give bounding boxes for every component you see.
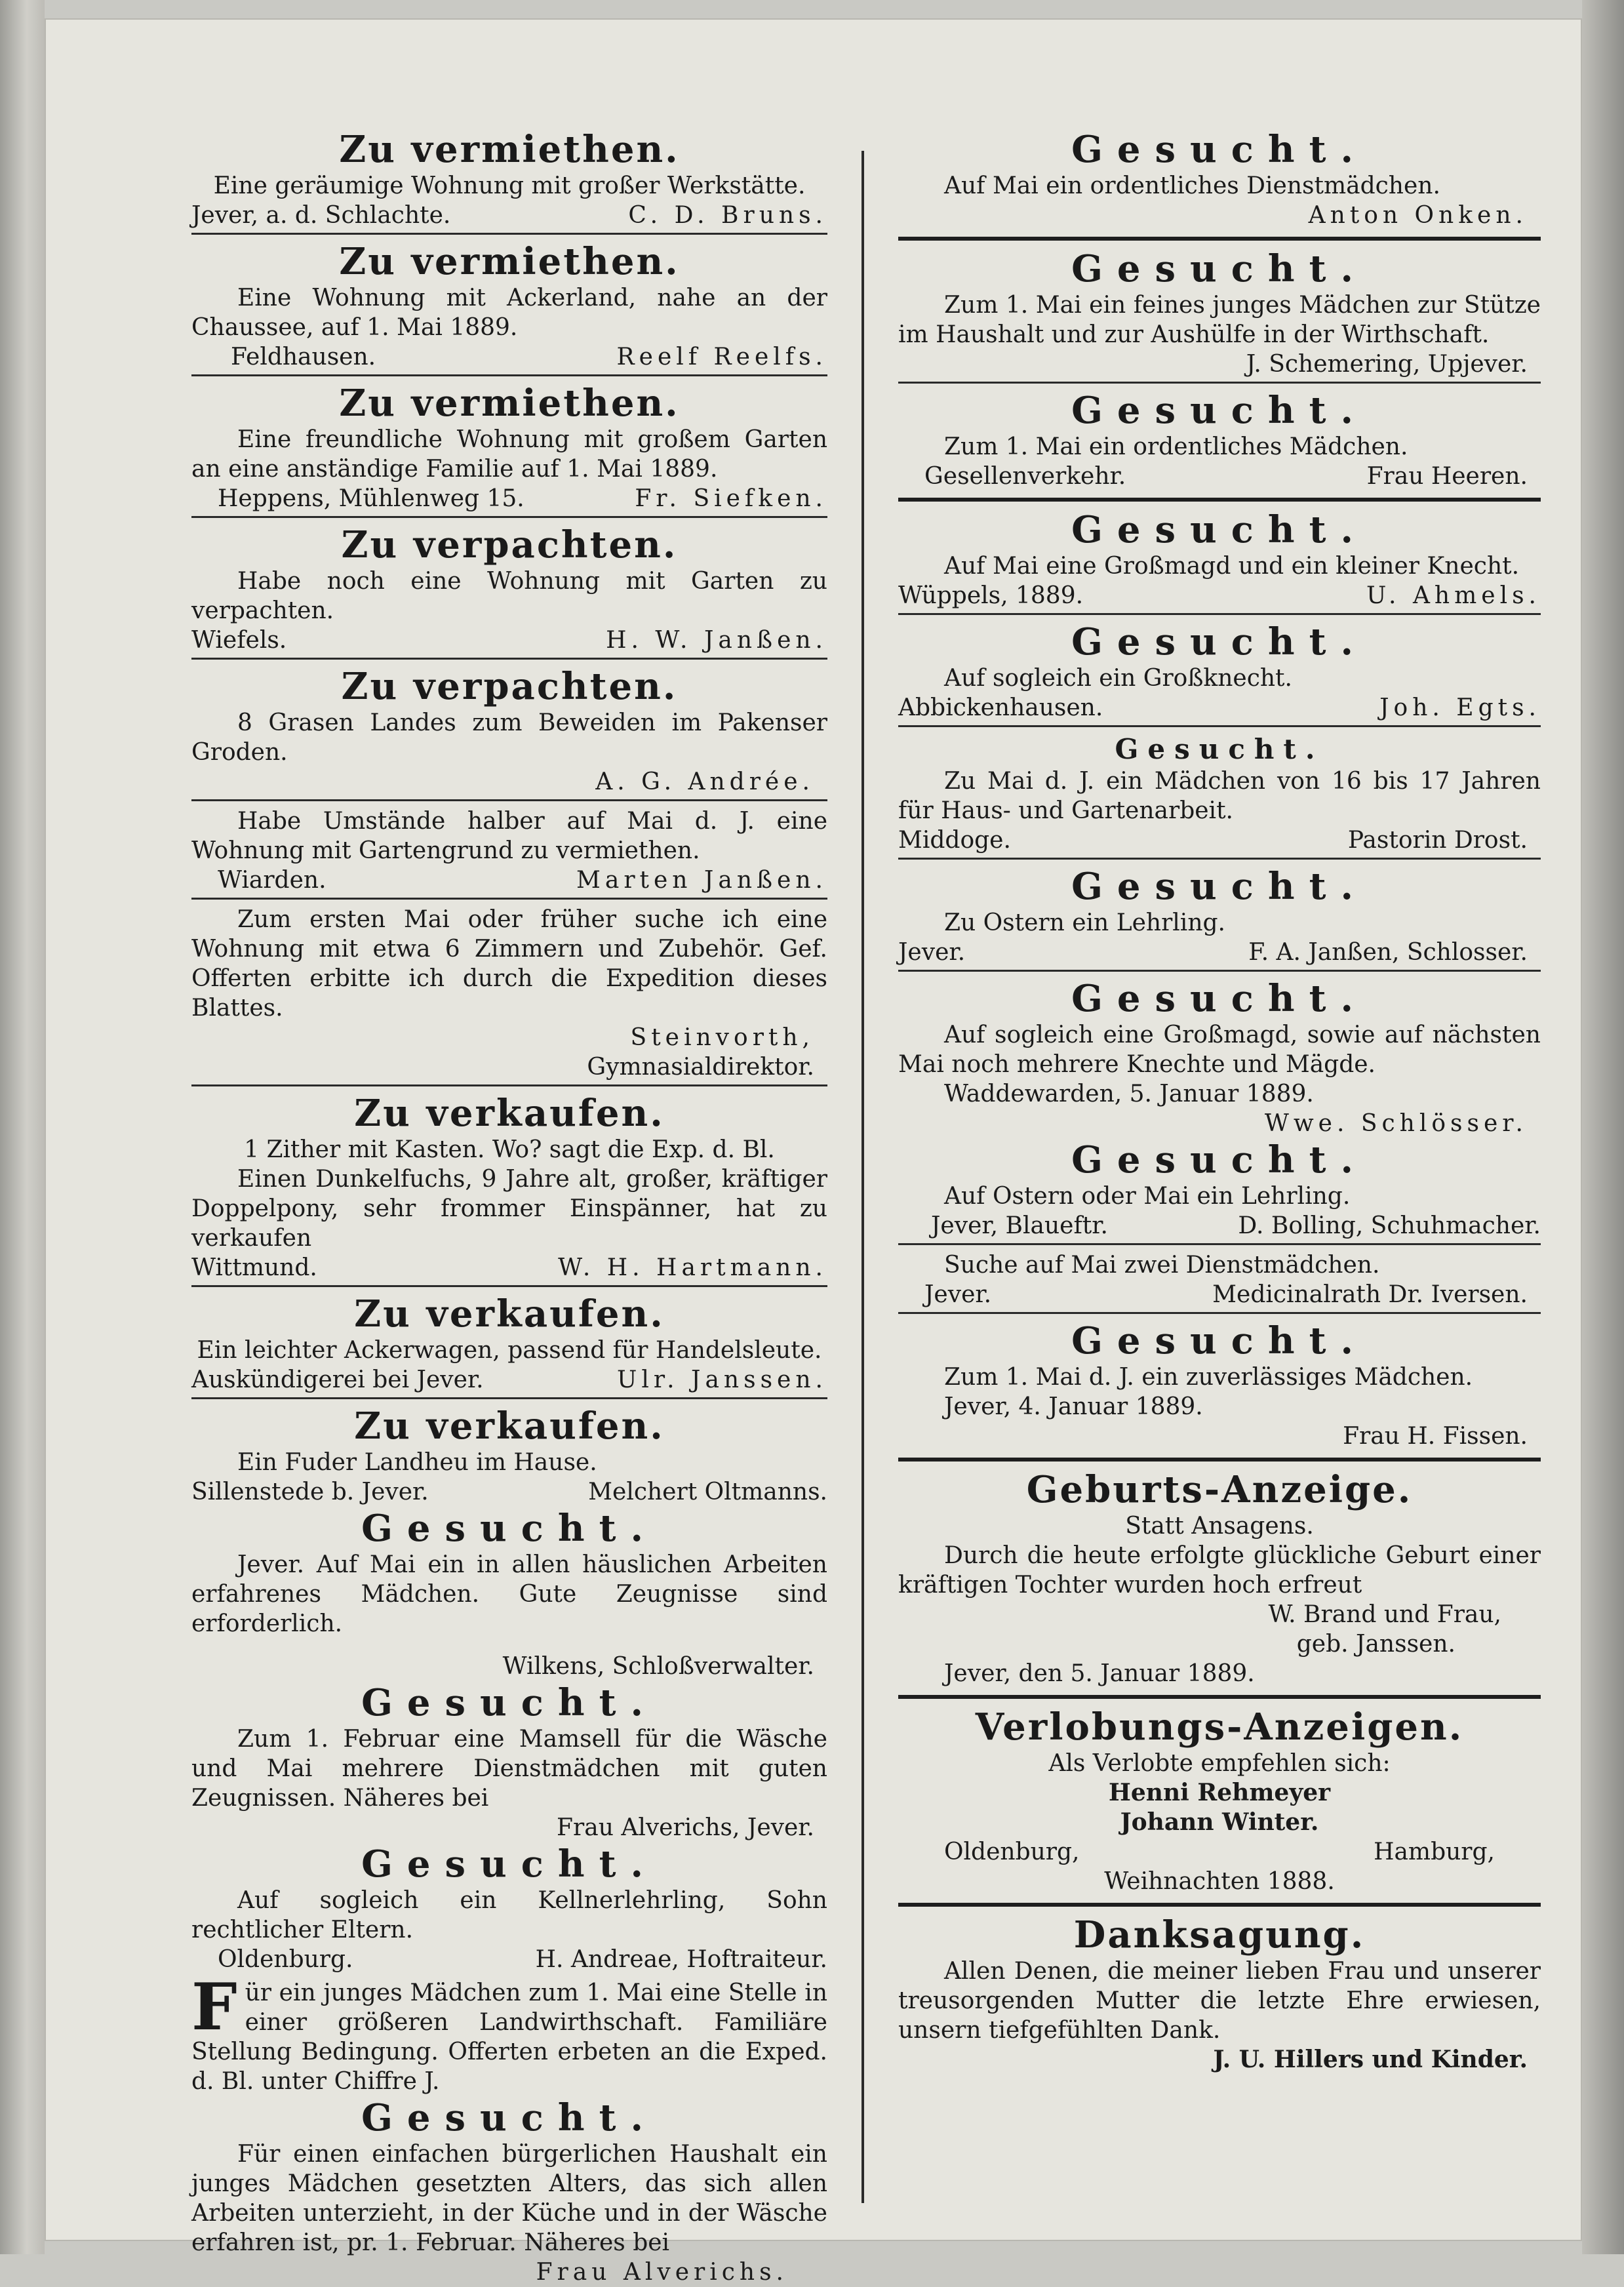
ad-place: Oldenburg, bbox=[944, 1839, 1080, 1865]
ad-place: Jever. bbox=[924, 1281, 992, 1308]
ad-place: Wüppels, 1889. bbox=[898, 582, 1084, 609]
ad-zu-verkaufen-2 bbox=[191, 1292, 827, 1399]
ad-zu-vermiethen-1 bbox=[191, 128, 827, 235]
ad-place: Feldhausen. bbox=[231, 344, 376, 370]
ad-signer: Marten Janßen. bbox=[576, 867, 827, 894]
ad-signature-row bbox=[898, 1280, 1541, 1309]
ad-place: Middoge. bbox=[898, 827, 1011, 854]
ad-text: Habe Umstände halber auf Mai d. J. eine Wohnung mit Gartengrund zu vermiethen. bbox=[191, 808, 827, 864]
ad-heading: Gesucht. bbox=[1071, 1138, 1368, 1182]
ad-text: Habe noch eine Wohnung mit Garten zu verpachten. bbox=[191, 568, 827, 624]
ad-zu-vermiethen-3 bbox=[191, 382, 827, 518]
ad-signer: Fr. Siefken. bbox=[635, 485, 827, 512]
ad-text: Durch die heute erfolgte glückliche Geburt einer kräftigen Tochter wurden hoch erfreut bbox=[898, 1542, 1541, 1599]
ad-zu-vermiethen-2 bbox=[191, 240, 827, 376]
ad-signer: Medicinalrath Dr. Iversen. bbox=[1212, 1281, 1528, 1308]
ad-text: Eine freundliche Wohnung mit großem Garten an eine anständige Familie auf 1. Mai 1889. bbox=[191, 426, 827, 483]
ad-text: Zum 1. Mai ein ordentliches Mädchen. bbox=[944, 433, 1408, 460]
ad-heading: Zu verkaufen. bbox=[354, 1292, 665, 1336]
ad-place: Gesellenverkehr. bbox=[924, 463, 1126, 490]
ad-signer: D. Bolling, Schuhmacher. bbox=[1238, 1212, 1541, 1239]
ad-signer: W. Brand und Frau, bbox=[1268, 1601, 1501, 1628]
ad-signature-row bbox=[191, 342, 827, 372]
ad-zu-verkaufen-1 bbox=[191, 1092, 827, 1287]
ad-heading: Gesucht. bbox=[1071, 977, 1368, 1020]
ad-gesucht-onken bbox=[898, 128, 1541, 241]
ad-text: Zu Mai d. J. ein Mädchen von 16 bis 17 Jahren für Haus- und Gartenarbeit. bbox=[898, 768, 1541, 824]
ad-wohnung-gesucht bbox=[191, 905, 827, 1086]
ad-text: Eine geräumige Wohnung mit großer Werkstätte. bbox=[213, 172, 806, 199]
ad-text: Eine Wohnung mit Ackerland, nahe an der Chaussee, auf 1. Mai 1889. bbox=[191, 285, 827, 341]
ad-heading: Gesucht. bbox=[361, 1681, 658, 1724]
ad-subheading: Statt Ansagens. bbox=[1125, 1513, 1314, 1540]
ad-signer: Anton Onken. bbox=[1308, 202, 1528, 229]
ad-signature-row bbox=[191, 201, 827, 230]
ad-text: 8 Grasen Landes zum Beweiden im Pakenser Groden. bbox=[191, 709, 827, 766]
ad-text: Zum ersten Mai oder früher suche ich eine Wohnung mit etwa 6 Zimmern und Zubehör. Gef. Offerten erbitte ich durch die Expedition dieses Blattes. bbox=[191, 906, 827, 1022]
divider bbox=[191, 374, 827, 376]
page-edge bbox=[1582, 0, 1624, 2254]
ad-heading: Zu verpachten. bbox=[341, 523, 678, 567]
ad-text: Auf Ostern oder Mai ein Lehrling. bbox=[944, 1183, 1351, 1210]
ad-date: Jever, den 5. Januar 1889. bbox=[944, 1660, 1255, 1687]
ad-date: Weihnachten 1888. bbox=[1104, 1868, 1335, 1895]
ad-text: Zum 1. Mai ein feines junges Mädchen zur Stütze im Haushalt und zur Aushülfe in der Wirthschaft. bbox=[898, 292, 1541, 348]
ad-zu-verkaufen-3 bbox=[191, 1404, 827, 1507]
ad-place: Wiarden. bbox=[218, 867, 327, 894]
ad-heading: Zu vermiethen. bbox=[339, 128, 680, 171]
ad-signer: Reelf Reelfs. bbox=[616, 344, 827, 370]
ad-gesucht-alverichs-1 bbox=[191, 1681, 827, 1842]
ad-signer: H. Andreae, Hoftraiteur. bbox=[535, 1946, 827, 1973]
column-divider bbox=[862, 151, 864, 2203]
ad-heading: Gesucht. bbox=[1071, 508, 1368, 551]
divider bbox=[898, 970, 1541, 972]
ad-text: Jever. Auf Mai ein in allen häuslichen Arbeiten erfahrenes Mädchen. Gute Zeugnisse sind erforderlich. bbox=[191, 1551, 827, 1637]
ad-text: Zu Ostern ein Lehrling. bbox=[944, 909, 1225, 936]
ad-date: Waddewarden, 5. Januar 1889. bbox=[944, 1081, 1314, 1107]
ad-gesucht-egts bbox=[898, 620, 1541, 727]
ad-signer: W. H. Hartmann. bbox=[558, 1254, 827, 1281]
ad-place: Wiefels. bbox=[191, 627, 287, 654]
left-column bbox=[191, 128, 827, 2287]
ad-place: Heppens, Mühlenweg 15. bbox=[218, 485, 525, 512]
engaged-name-1: Henni Rehmeyer bbox=[1108, 1779, 1331, 1806]
divider bbox=[191, 1285, 827, 1287]
ad-stelle-gesucht bbox=[191, 1970, 827, 2096]
ad-heading: Gesucht. bbox=[1071, 389, 1368, 432]
ad-gesucht-schemering bbox=[898, 247, 1541, 384]
ad-heading: Gesucht. bbox=[1071, 865, 1368, 908]
ad-signature-row bbox=[191, 1253, 827, 1283]
ad-gesucht-kellnerlehrling bbox=[191, 1842, 827, 1974]
divider bbox=[191, 658, 827, 660]
ad-signature-row bbox=[898, 1211, 1541, 1241]
ad-signer: Frau Alverichs. bbox=[536, 2259, 788, 2286]
ad-text: Auf sogleich ein Großknecht. bbox=[944, 665, 1292, 692]
ad-signer: C. D. Bruns. bbox=[628, 202, 827, 229]
ad-signature-row bbox=[191, 865, 827, 895]
ad-places-row bbox=[898, 1837, 1541, 1867]
ad-heading: Gesucht. bbox=[1071, 1319, 1368, 1362]
ad-place: Hamburg, bbox=[1374, 1839, 1495, 1865]
ad-text: Ein leichter Ackerwagen, passend für Handelsleute. bbox=[197, 1337, 822, 1364]
ad-gesucht-wilkens bbox=[191, 1507, 827, 1681]
ad-heading: Gesucht. bbox=[1115, 733, 1324, 765]
thanks-announcement bbox=[898, 1913, 1541, 2075]
ad-signer: H. W. Janßen. bbox=[606, 627, 827, 654]
ad-signature-row bbox=[898, 825, 1541, 855]
ad-signer: Joh. Egts. bbox=[1379, 694, 1541, 721]
ad-signer: J. U. Hillers und Kinder. bbox=[1213, 2046, 1528, 2073]
divider bbox=[191, 799, 827, 801]
divider bbox=[898, 498, 1541, 502]
ad-heading: Gesucht. bbox=[1071, 128, 1368, 171]
ad-gesucht-bolling bbox=[898, 1138, 1541, 1245]
ad-date: Jever, 4. Januar 1889. bbox=[944, 1393, 1203, 1420]
ad-signature-row bbox=[898, 581, 1541, 610]
ad-signer-note: geb. Janssen. bbox=[1296, 1631, 1456, 1658]
ad-zu-verpachten-2 bbox=[191, 665, 827, 801]
ad-heading: Gesucht. bbox=[1071, 620, 1368, 664]
divider bbox=[898, 382, 1541, 384]
ad-signer: J. Schemering, Upjever. bbox=[1246, 351, 1528, 378]
ad-place: Jever, a. d. Schlachte. bbox=[191, 202, 451, 229]
divider bbox=[898, 1243, 1541, 1245]
birth-announcement bbox=[898, 1468, 1541, 1699]
ad-gesucht-fissen bbox=[898, 1319, 1541, 1462]
ad-gesucht-heeren bbox=[898, 389, 1541, 502]
ad-heading: Verlobungs-Anzeigen. bbox=[975, 1705, 1464, 1749]
ad-signer: Frau Heeren. bbox=[1366, 463, 1528, 490]
divider bbox=[898, 613, 1541, 615]
ad-heading: Zu verkaufen. bbox=[354, 1092, 665, 1135]
ad-signature-row bbox=[191, 626, 827, 655]
ad-place: Oldenburg. bbox=[218, 1946, 353, 1973]
ad-heading: Gesucht. bbox=[361, 2096, 658, 2139]
ad-text: Auf Mai eine Großmagd und ein kleiner Knecht. bbox=[944, 553, 1520, 580]
divider bbox=[191, 1084, 827, 1086]
ad-signer: Frau H. Fissen. bbox=[1343, 1423, 1528, 1450]
ad-gesucht-drost bbox=[898, 732, 1541, 860]
ad-gesucht-schloesser bbox=[898, 977, 1541, 1138]
ad-gesucht-alverichs-2 bbox=[191, 2096, 827, 2287]
ad-signer: Wwe. Schlösser. bbox=[1264, 1110, 1528, 1137]
ad-place: Jever, Blaueftr. bbox=[931, 1212, 1108, 1239]
ad-signer-title: Gymnasialdirektor. bbox=[587, 1054, 814, 1081]
ad-text: Allen Denen, die meiner lieben Frau und unserer treusorgenden Mutter die letzte Ehre erwiesen, unsern tiefgefühlten Dank. bbox=[898, 1958, 1541, 2044]
ad-heading: Zu verpachten. bbox=[341, 665, 678, 708]
engaged-name-2: Johann Winter. bbox=[1120, 1808, 1319, 1836]
ad-signature-row bbox=[191, 484, 827, 513]
right-column bbox=[898, 128, 1541, 2075]
ad-text: Ein Fuder Landheu im Hause. bbox=[237, 1449, 597, 1476]
ad-signature-row bbox=[898, 938, 1541, 967]
ad-signer: F. A. Janßen, Schlosser. bbox=[1248, 939, 1528, 966]
ad-signature-row bbox=[191, 1365, 827, 1395]
ad-signature-row bbox=[898, 693, 1541, 723]
divider bbox=[898, 237, 1541, 241]
ad-signer: A. G. Andrée. bbox=[595, 768, 814, 795]
ad-heading: Zu vermiethen. bbox=[339, 382, 680, 425]
ad-text: Auf Mai ein ordentliches Dienstmädchen. bbox=[944, 172, 1440, 199]
ad-gesucht-ahmels bbox=[898, 508, 1541, 615]
divider bbox=[191, 516, 827, 518]
ad-text: 1 Zither mit Kasten. Wo? sagt die Exp. d. Bl. bbox=[244, 1136, 775, 1163]
divider bbox=[898, 1695, 1541, 1699]
ad-signer: Steinvorth, bbox=[630, 1024, 814, 1051]
ad-text: Zum 1. Mai d. J. ein zuverlässiges Mädchen. bbox=[944, 1364, 1473, 1391]
divider bbox=[898, 725, 1541, 727]
ad-heading: Zu verkaufen. bbox=[354, 1404, 665, 1448]
ad-signer: Melchert Oltmanns. bbox=[588, 1479, 827, 1505]
ad-signature-row bbox=[898, 462, 1541, 491]
ad-signer: Frau Alverichs, Jever. bbox=[557, 1814, 814, 1841]
ad-text: Auf sogleich eine Großmagd, sowie auf nächsten Mai noch mehrere Knechte und Mägde. bbox=[898, 1022, 1541, 1078]
ad-place: Abbickenhausen. bbox=[898, 694, 1103, 721]
book-spine bbox=[0, 0, 45, 2254]
ad-heading: Geburts-Anzeige. bbox=[1026, 1468, 1413, 1511]
ad-text: Suche auf Mai zwei Dienstmädchen. bbox=[944, 1252, 1380, 1279]
ad-gesucht-janssen bbox=[898, 865, 1541, 972]
ad-text: Auf sogleich ein Kellnerlehrling, Sohn rechtlicher Eltern. bbox=[191, 1887, 827, 1943]
ad-heading: Gesucht. bbox=[1071, 247, 1368, 290]
engagement-announcement bbox=[898, 1705, 1541, 1907]
ad-signer: Ulr. Janssen. bbox=[617, 1366, 827, 1393]
ad-signer: U. Ahmels. bbox=[1366, 582, 1541, 609]
divider bbox=[191, 898, 827, 900]
ad-place: Sillenstede b. Jever. bbox=[191, 1479, 429, 1505]
ad-text: Als Verlobte empfehlen sich: bbox=[1048, 1750, 1391, 1777]
ad-wohnung-wiarden bbox=[191, 806, 827, 900]
ad-place: Jever. bbox=[898, 939, 966, 966]
ad-text: Für einen einfachen bürgerlichen Haushalt ein junges Mädchen gesetzten Alters, das sich allen Arbeiten unterzieht, in der Küche und in der Wäsche erfahren ist, pr. 1. Februar. Näheres bei bbox=[191, 2141, 827, 2256]
ad-text: ür ein junges Mädchen zum 1. Mai eine Stelle in einer größeren Landwirthschaft. Familiäre Stellung Bedingung. Offerten erbeten an die Exped. d. Bl. unter Chiffre J. bbox=[191, 1979, 827, 2095]
divider bbox=[191, 1397, 827, 1399]
ad-signature-row bbox=[191, 1477, 827, 1507]
ad-place: Wittmund. bbox=[191, 1254, 317, 1281]
ad-heading: Gesucht. bbox=[361, 1507, 658, 1550]
divider bbox=[898, 858, 1541, 860]
ad-text: Zum 1. Februar eine Mamsell für die Wäsche und Mai mehrere Dienstmädchen mit guten Zeugnissen. Näheres bei bbox=[191, 1726, 827, 1812]
ad-heading: Gesucht. bbox=[361, 1842, 658, 1886]
ad-signer: Pastorin Drost. bbox=[1347, 827, 1528, 854]
ad-heading: Zu vermiethen. bbox=[339, 240, 680, 283]
divider bbox=[898, 1312, 1541, 1314]
divider bbox=[191, 233, 827, 235]
drop-capital: F bbox=[191, 1970, 237, 2045]
ad-signer: Wilkens, Schloßverwalter. bbox=[502, 1653, 814, 1680]
divider bbox=[898, 1458, 1541, 1462]
ad-place: Auskündigerei bei Jever. bbox=[191, 1366, 484, 1393]
divider bbox=[898, 1903, 1541, 1907]
ad-heading: Danksagung. bbox=[1073, 1913, 1366, 1957]
ad-text: Einen Dunkelfuchs, 9 Jahre alt, großer, kräftiger Doppelpony, sehr frommer Einspänner, hat zu verkaufen bbox=[191, 1166, 827, 1252]
ad-signature-row bbox=[191, 1945, 827, 1974]
ad-dienstmaedchen-iversen bbox=[898, 1250, 1541, 1314]
ad-zu-verpachten-1 bbox=[191, 523, 827, 660]
